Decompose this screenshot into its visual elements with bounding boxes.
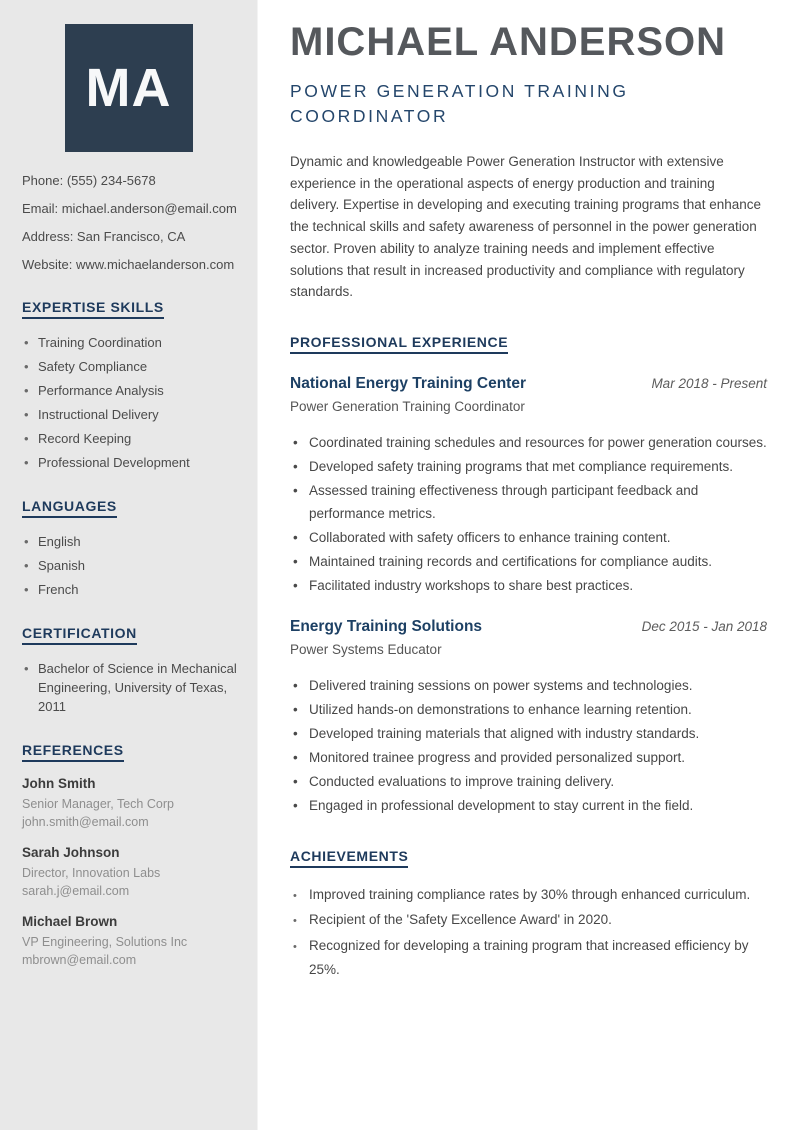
job-bullet: • Assessed training effectiveness through participant feedback and performance metrics. — [290, 479, 767, 525]
language-item: • Spanish — [22, 556, 243, 575]
reference-role: Director, Innovation Labs — [22, 865, 161, 880]
skill-item: • Performance Analysis — [22, 381, 243, 400]
job-entry — [290, 618, 767, 817]
job-bullet-list — [290, 431, 767, 597]
references-section — [0, 742, 257, 969]
references-heading: REFERENCES — [22, 742, 124, 762]
achievements-section — [290, 848, 767, 983]
languages-heading: LANGUAGES — [22, 498, 117, 518]
job-header — [290, 375, 767, 393]
contact-address: Address: San Francisco, CA — [22, 229, 186, 245]
job-bullet: • Facilitated industry workshops to share best practices. — [290, 574, 767, 597]
reference-name: Michael Brown — [22, 913, 118, 929]
skills-heading: EXPERTISE SKILLS — [22, 299, 164, 319]
person-name: MICHAEL ANDERSON — [290, 20, 727, 64]
job-header — [290, 618, 767, 636]
achievements-list — [290, 883, 767, 983]
skill-item: • Professional Development — [22, 453, 243, 472]
job-bullet: • Maintained training records and certifications for compliance audits. — [290, 550, 767, 573]
job-role: Power Generation Training Coordinator — [290, 398, 525, 414]
contact-phone: Phone: (555) 234-5678 — [22, 173, 156, 188]
language-item: • English — [22, 532, 243, 551]
sidebar — [0, 0, 258, 1130]
contact-email: Email: michael.anderson@email.com — [22, 201, 237, 217]
job-bullet: • Utilized hands-on demonstrations to enhance learning retention. — [290, 698, 767, 721]
job-bullet: • Developed training materials that aligned with industry standards. — [290, 722, 767, 745]
job-entry — [290, 375, 767, 597]
main-content — [258, 0, 800, 1130]
job-dates: Mar 2018 - Present — [651, 375, 767, 391]
experience-heading: PROFESSIONAL EXPERIENCE — [290, 334, 508, 354]
reference-email: sarah.j@email.com — [22, 883, 130, 898]
skills-section — [0, 299, 257, 472]
job-bullet: • Developed safety training programs that met compliance requirements. — [290, 455, 767, 478]
skill-item: • Record Keeping — [22, 429, 243, 448]
languages-section — [0, 498, 257, 599]
achievement-bullet: • Recognized for developing a training program that increased efficiency by 25%. — [290, 934, 767, 983]
languages-list — [22, 532, 243, 599]
reference-name: Sarah Johnson — [22, 844, 120, 860]
experience-section — [290, 334, 767, 817]
certification-section — [0, 625, 257, 716]
reference-entry — [22, 776, 243, 831]
job-bullet-list — [290, 674, 767, 817]
job-bullet: • Engaged in professional development to stay current in the field. — [290, 794, 767, 817]
reference-entry — [22, 845, 243, 900]
reference-role: Senior Manager, Tech Corp — [22, 796, 174, 811]
contact-section — [0, 173, 257, 273]
summary-paragraph: Dynamic and knowledgeable Power Generation Instructor with extensive experience in the operational aspects of energy production and training delivery. Expertise in developing and executing training programs that enhance the technical skills and safety awareness of personnel in the power generation sector. Proven ability to analyze training needs and implement effective solutions that result in increased productivity and compliance with regulatory standards. — [290, 154, 762, 300]
reference-email: john.smith@email.com — [22, 814, 149, 829]
contact-website: Website: www.michaelanderson.com — [22, 257, 235, 273]
language-item: • French — [22, 580, 243, 599]
certification-item: • Bachelor of Science in Mechanical Engineering, University of Texas, 2011 — [22, 659, 243, 716]
job-dates: Dec 2015 - Jan 2018 — [641, 618, 767, 634]
job-bullet: • Monitored trainee progress and provided personalized support. — [290, 746, 767, 769]
reference-name: John Smith — [22, 775, 96, 791]
company-name: Energy Training Solutions — [290, 617, 483, 635]
company-name: National Energy Training Center — [290, 374, 526, 392]
skills-list — [22, 333, 243, 472]
reference-email: mbrown@email.com — [22, 952, 137, 967]
reference-entry — [22, 914, 243, 969]
skill-item: • Safety Compliance — [22, 357, 243, 376]
achievements-heading: ACHIEVEMENTS — [290, 848, 408, 868]
certification-heading: CERTIFICATION — [22, 625, 137, 645]
job-role: Power Systems Educator — [290, 641, 442, 657]
achievement-bullet: • Recipient of the 'Safety Excellence Award' in 2020. — [290, 908, 767, 933]
job-bullet: • Coordinated training schedules and resources for power generation courses. — [290, 431, 767, 454]
certification-list — [22, 659, 243, 716]
avatar — [65, 24, 193, 152]
job-bullet: • Collaborated with safety officers to enhance training content. — [290, 526, 767, 549]
skill-item: • Training Coordination — [22, 333, 243, 352]
job-bullet: • Delivered training sessions on power systems and technologies. — [290, 674, 767, 697]
avatar-initials: MA — [85, 58, 172, 118]
reference-role: VP Engineering, Solutions Inc — [22, 934, 188, 949]
job-bullet: • Conducted evaluations to improve training delivery. — [290, 770, 767, 793]
achievement-bullet: • Improved training compliance rates by 30% through enhanced curriculum. — [290, 883, 767, 908]
person-headline: POWER GENERATION TRAINING COORDINATOR — [290, 81, 629, 126]
skill-item: • Instructional Delivery — [22, 405, 243, 424]
